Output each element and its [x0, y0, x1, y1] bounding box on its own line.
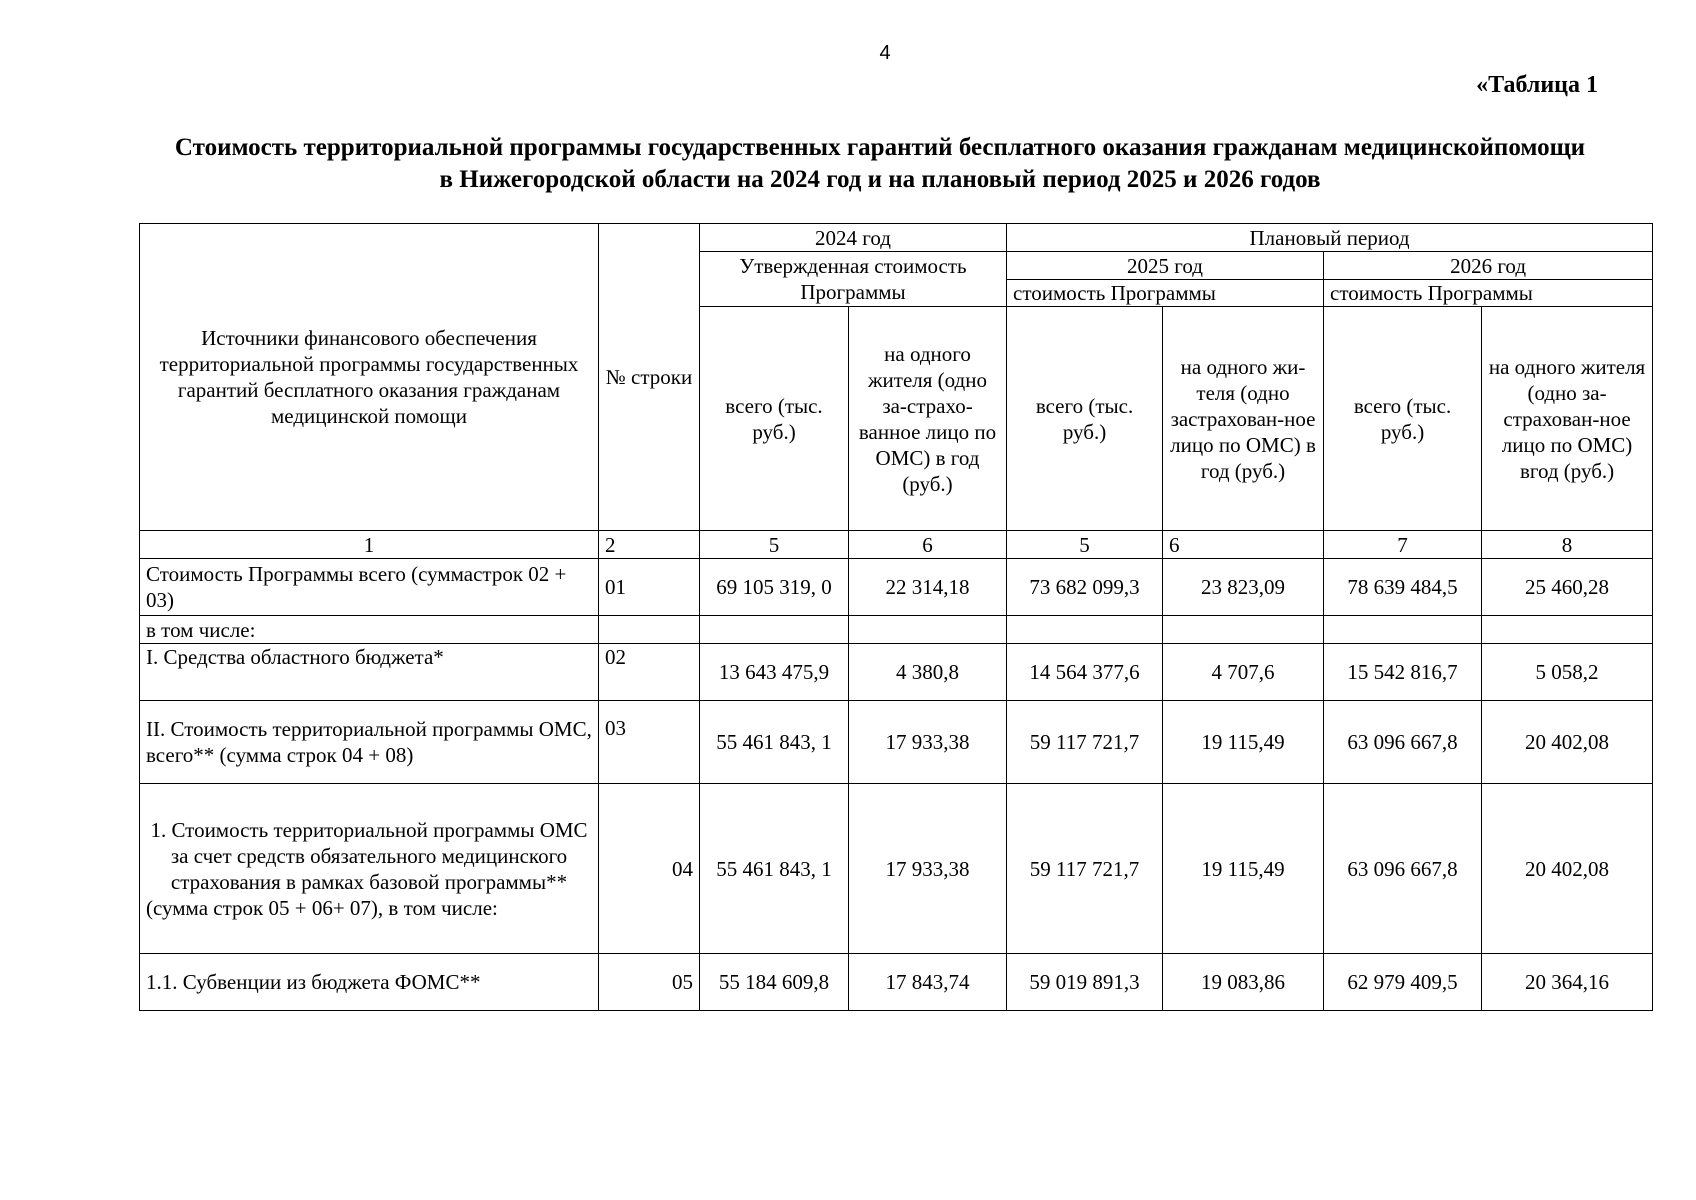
- column-number: 1: [140, 531, 599, 559]
- cell-per-resident-2026: 25 460,28: [1482, 559, 1653, 616]
- cell-per-resident-2026: 20 364,16: [1482, 954, 1653, 1011]
- cell-per-resident-2026: 20 402,08: [1482, 701, 1653, 784]
- cell-per-resident-2024: 22 314,18: [849, 559, 1007, 616]
- cell-per-resident-2026: 20 402,08: [1482, 784, 1653, 954]
- column-number: 8: [1482, 531, 1653, 559]
- cell-per-resident-2026: 5 058,2: [1482, 644, 1653, 701]
- column-number-row: [140, 531, 1653, 559]
- header-sources: Источники финансового обеспечения территориальной программы государственных гарантий бесплатного оказания гражданам медицинской помощи: [140, 224, 599, 531]
- table-row: [140, 701, 1653, 784]
- header-year-2025: 2025 год: [1007, 252, 1324, 280]
- cell-per-resident-2025: 19 115,49: [1163, 784, 1324, 954]
- column-number: 7: [1324, 531, 1482, 559]
- cell-total-2024: 69 105 319, 0: [700, 559, 849, 616]
- row-number: 04: [599, 784, 700, 954]
- cell-per-resident-2024: 17 843,74: [849, 954, 1007, 1011]
- header-program-cost-2026: стоимость Программы: [1324, 280, 1653, 307]
- cell-total-2026: 62 979 409,5: [1324, 954, 1482, 1011]
- header-program-cost-2025: стоимость Программы: [1007, 280, 1324, 307]
- row-number: 03: [599, 701, 700, 784]
- cell-total-2025: 59 117 721,7: [1007, 784, 1163, 954]
- header-approved-cost: Утвержденная стоимость Программы: [700, 252, 1007, 307]
- cell-total-2026: 63 096 667,8: [1324, 784, 1482, 954]
- page-number: 4: [879, 42, 891, 64]
- header-total-2024: всего (тыс. руб.): [700, 307, 849, 531]
- header-year-2026: 2026 год: [1324, 252, 1653, 280]
- column-number: 5: [700, 531, 849, 559]
- column-number: 5: [1007, 531, 1163, 559]
- cell-total-2024: 55 461 843, 1: [700, 784, 849, 954]
- cell-per-resident-2025: 19 115,49: [1163, 701, 1324, 784]
- table-row: [140, 644, 1653, 701]
- cell-per-resident-2024: 4 380,8: [849, 644, 1007, 701]
- cell-total-2024: 13 643 475,9: [700, 644, 849, 701]
- row-number: 01: [599, 559, 700, 616]
- table-row: [140, 559, 1653, 616]
- cell-total-2024: 55 184 609,8: [700, 954, 849, 1011]
- header-year-2024: 2024 год: [700, 224, 1007, 252]
- cell-total-2025: 14 564 377,6: [1007, 644, 1163, 701]
- row-name: II. Стоимость территориальной программы ОМС, всего** (сумма строк 04 + 08): [140, 701, 599, 784]
- row-number: 02: [599, 644, 700, 701]
- cell-total-2025: 59 117 721,7: [1007, 701, 1163, 784]
- table-row: [140, 784, 1653, 954]
- header-per-resident-2025: на одного жи-теля (одно застрахован-ное лицо по ОМС) в год (руб.): [1163, 307, 1324, 531]
- header-total-2026: всего (тыс. руб.): [1324, 307, 1482, 531]
- cell-per-resident-2024: 17 933,38: [849, 784, 1007, 954]
- cell-total-2024: 55 461 843, 1: [700, 701, 849, 784]
- column-number: 6: [849, 531, 1007, 559]
- header-total-2025: всего (тыс. руб.): [1007, 307, 1163, 531]
- document-title: Стоимость территориальной программы государственных гарантий бесплатного оказания гражданам медицинскойпомощи в Нижегородской области на 2024 год и на плановый период 2025 и 2026 годов: [174, 134, 1586, 193]
- cell-total-2025: 59 019 891,3: [1007, 954, 1163, 1011]
- cell-total-2025: 73 682 099,3: [1007, 559, 1163, 616]
- table-row: [140, 954, 1653, 1011]
- header-per-resident-2024: на одного жителя (одно за-страхо-ванное лицо по ОМС) в год (руб.): [849, 307, 1007, 531]
- table-row: [140, 616, 1653, 644]
- cell-total-2026: 15 542 816,7: [1324, 644, 1482, 701]
- row-name: I. Средства областного бюджета*: [140, 644, 599, 701]
- cell-per-resident-2024: 17 933,38: [849, 701, 1007, 784]
- row-number: 05: [599, 954, 700, 1011]
- cell-per-resident-2025: 19 083,86: [1163, 954, 1324, 1011]
- column-number: 6: [1163, 531, 1324, 559]
- header-planned-period: Плановый период: [1007, 224, 1653, 252]
- financing-table: [139, 223, 1653, 1011]
- row-name: 1.1. Субвенции из бюджета ФОМС**: [140, 954, 599, 1011]
- header-row-number: № строки: [599, 224, 700, 531]
- row-name: в том числе:: [140, 616, 599, 644]
- cell-per-resident-2025: 23 823,09: [1163, 559, 1324, 616]
- row-name: 1. Стоимость территориальной программы ОМС за счет средств обязательного медицинского страхования в рамках базовой программы** (сумма строк 05 + 06+ 07), в том числе:: [140, 784, 599, 954]
- cell-per-resident-2025: 4 707,6: [1163, 644, 1324, 701]
- row-name: Стоимость Программы всего (суммастрок 02 + 03): [140, 559, 599, 616]
- cell-total-2026: 78 639 484,5: [1324, 559, 1482, 616]
- cell-total-2026: 63 096 667,8: [1324, 701, 1482, 784]
- column-number: 2: [599, 531, 700, 559]
- table-label: «Таблица 1: [1476, 72, 1598, 98]
- header-per-resident-2026: на одного жителя (одно за-страхован-ное лицо по ОМС) вгод (руб.): [1482, 307, 1653, 531]
